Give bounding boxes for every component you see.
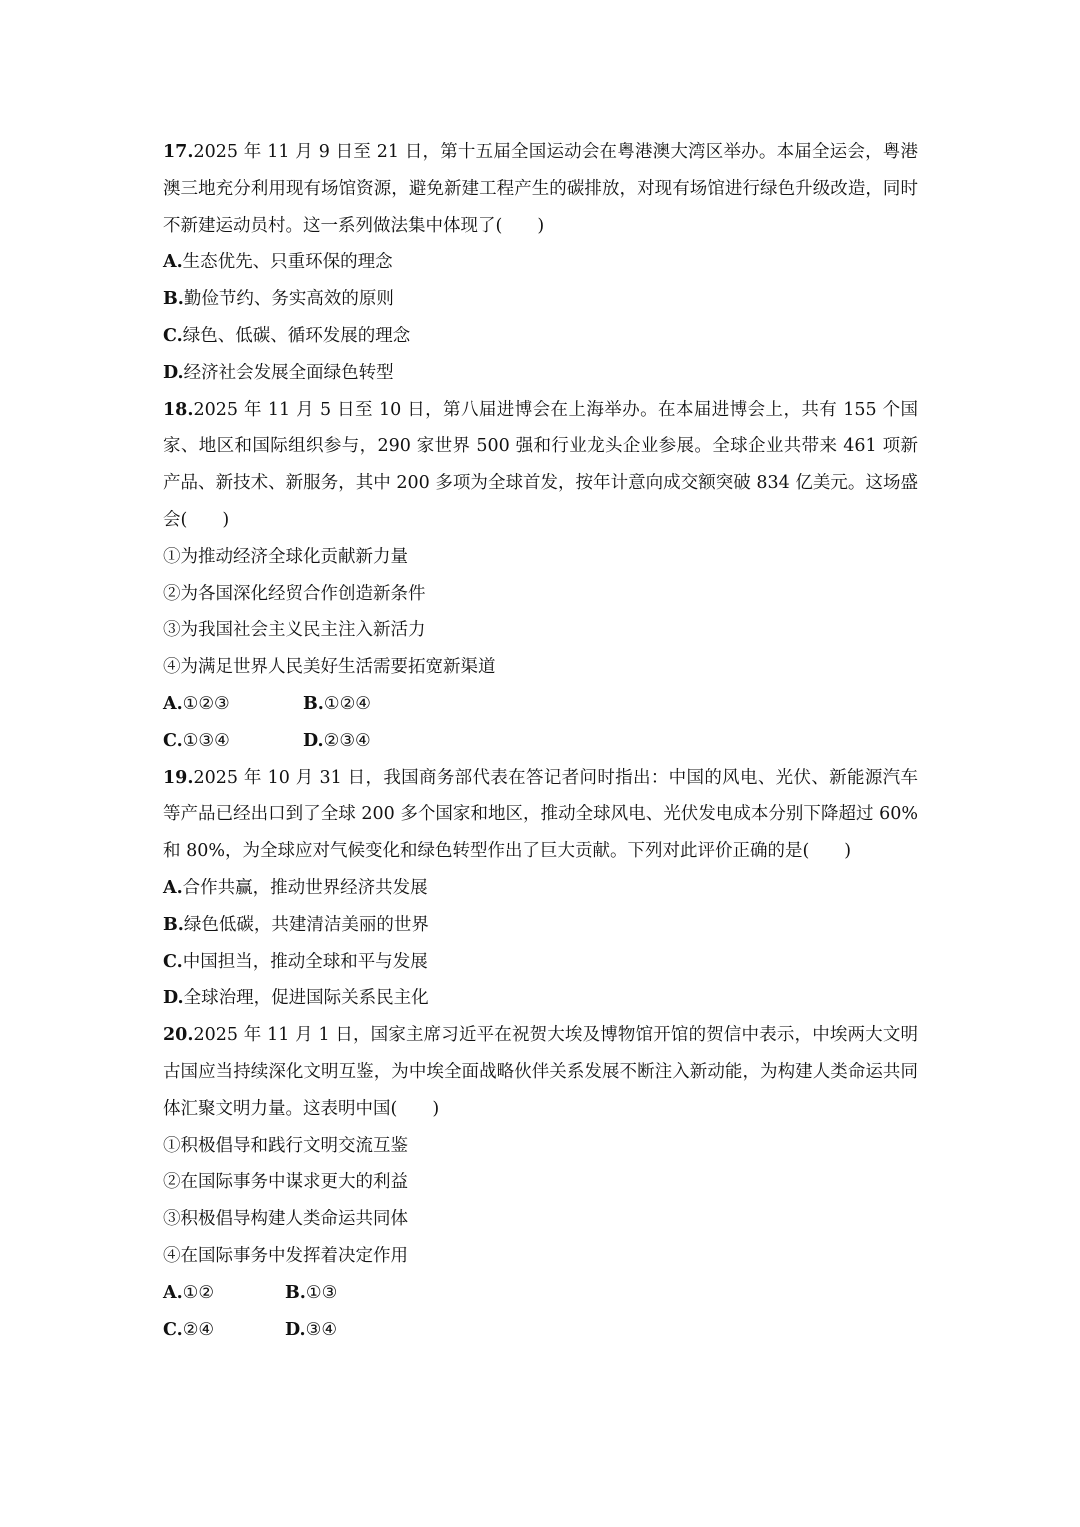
option-label: D. (163, 988, 184, 1009)
choice-c (163, 1312, 285, 1349)
option-label: B. (163, 914, 184, 935)
question-stem (163, 392, 918, 539)
choice-label: C. (163, 1319, 183, 1340)
choice-a (163, 1275, 285, 1312)
question-number: 19. (163, 767, 194, 788)
question-text: 2025 年 11 月 5 日至 10 日，第八届进博会在上海举办。在本届进博会上，共有 155 个国家、地区和国际组织参与，290 家世界 500 强和行业龙头企业参展。全球企业共带来 461 项新产品、新技术、新服务，其中 200 多项为全球首发，按年计意向成交额突破 834 亿美元。这场盛会( ) (163, 399, 918, 530)
choice-label: B. (285, 1282, 306, 1303)
statement-2: ②在国际事务中谋求更大的利益 (163, 1172, 408, 1193)
statement-2: ②为各国深化经贸合作创造新条件 (163, 583, 426, 604)
question-number: 18. (163, 399, 194, 420)
statement-3: ③积极倡导构建人类命运共同体 (163, 1209, 408, 1230)
choice-text: ①②③ (182, 693, 230, 714)
choice-text: ③④ (305, 1319, 338, 1340)
choice-text: ②④ (182, 1319, 215, 1340)
option-text: 经济社会发展全面绿色转型 (183, 362, 394, 383)
choice-b (285, 1275, 337, 1312)
option-d (163, 980, 918, 1017)
option-text: 勤俭节约、务实高效的原则 (183, 289, 394, 310)
statement-1: ①为推动经济全球化贡献新力量 (163, 546, 408, 567)
choice-label: A. (163, 693, 183, 714)
choice-d (303, 723, 371, 760)
option-label: C. (163, 951, 183, 972)
option-a (163, 244, 918, 281)
option-d (163, 355, 918, 392)
question-text: 2025 年 10 月 31 日，我国商务部代表在答记者问时指出：中国的风电、光伏、新能源汽车等产品已经出口到了全球 200 多个国家和地区，推动全球风电、光伏发电成本分别下降超过 60%和 80%，为全球应对气候变化和绿色转型作出了巨大贡献。下列对此评价正确的是( ) (163, 767, 918, 862)
choice-b (303, 686, 371, 723)
question-stem (163, 760, 918, 870)
option-label: D. (163, 362, 184, 383)
question-stem (163, 1017, 918, 1127)
choice-text: ①③④ (182, 730, 230, 751)
choice-label: D. (303, 730, 324, 751)
question-20 (163, 1017, 918, 1348)
choice-a (163, 686, 303, 723)
option-c (163, 944, 918, 981)
question-stem (163, 134, 918, 244)
option-text: 中国担当，推动全球和平与发展 (182, 951, 428, 972)
option-text: 全球治理，促进国际关系民主化 (183, 988, 429, 1009)
question-19 (163, 760, 918, 1018)
option-label: C. (163, 325, 183, 346)
option-text: 绿色低碳，共建清洁美丽的世界 (183, 914, 429, 935)
question-17 (163, 134, 918, 392)
option-text: 绿色、低碳、循环发展的理念 (182, 325, 411, 346)
question-number: 20. (163, 1025, 194, 1046)
option-b (163, 907, 918, 944)
option-b (163, 281, 918, 318)
question-18 (163, 392, 918, 760)
option-c (163, 318, 918, 355)
option-label: B. (163, 289, 184, 310)
choice-label: C. (163, 730, 183, 751)
statement-1: ①积极倡导和践行文明交流互鉴 (163, 1135, 408, 1156)
question-text: 2025 年 11 月 1 日，国家主席习近平在祝贺大埃及博物馆开馆的贺信中表示，中埃两大文明古国应当持续深化文明互鉴，为中埃全面战略伙伴关系发展不断注入新动能，为构建人类命运共同体汇聚文明力量。这表明中国( ) (163, 1025, 918, 1119)
option-label: A. (163, 252, 183, 273)
option-text: 生态优先、只重环保的理念 (182, 252, 393, 273)
choice-d (285, 1312, 337, 1349)
choice-text: ①③ (305, 1282, 338, 1303)
choice-label: A. (163, 1282, 183, 1303)
choice-c (163, 723, 303, 760)
statement-3: ③为我国社会主义民主注入新活力 (163, 620, 426, 641)
option-a (163, 870, 918, 907)
option-text: 合作共赢，推动世界经济共发展 (182, 877, 428, 898)
choice-label: B. (303, 693, 324, 714)
question-text: 2025 年 11 月 9 日至 21 日，第十五届全国运动会在粤港澳大湾区举办。本届全运会，粤港澳三地充分利用现有场馆资源，避免新建工程产生的碳排放，对现有场馆进行绿色升级改造，同时不新建运动员村。这一系列做法集中体现了( ) (163, 142, 918, 236)
statement-4: ④为满足世界人民美好生活需要拓宽新渠道 (163, 657, 496, 678)
choice-row (163, 723, 918, 760)
choice-row (163, 1275, 918, 1312)
choice-text: ①② (182, 1282, 215, 1303)
question-number: 17. (163, 142, 194, 162)
choice-text: ②③④ (323, 730, 371, 751)
question-list (163, 134, 918, 1348)
choice-row (163, 686, 918, 723)
choice-text: ①②④ (323, 693, 371, 714)
choice-label: D. (285, 1319, 306, 1340)
statement-4: ④在国际事务中发挥着决定作用 (163, 1245, 408, 1266)
option-label: A. (163, 877, 183, 898)
choice-row (163, 1312, 918, 1349)
